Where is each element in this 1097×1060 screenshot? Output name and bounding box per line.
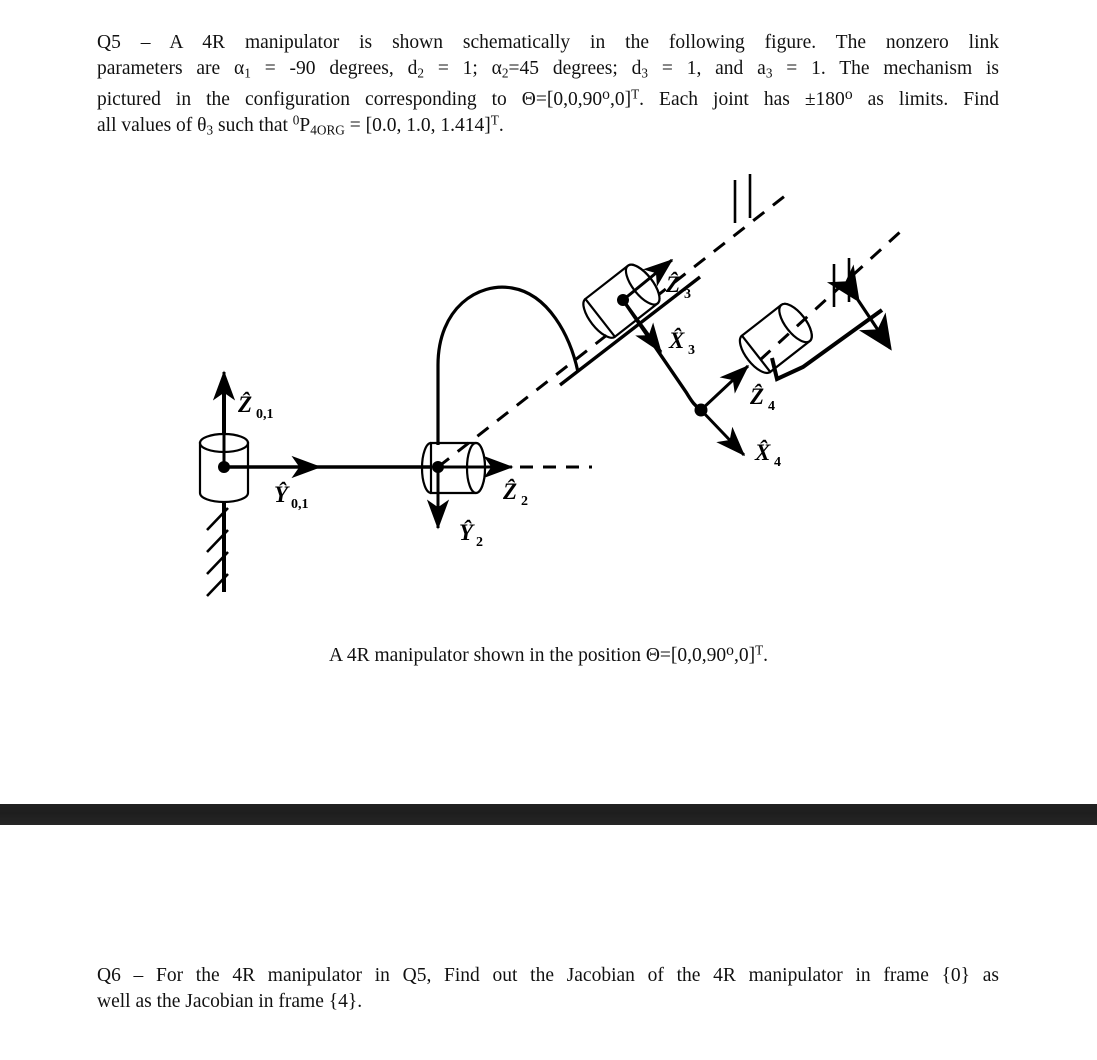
q6-line-2: well as the Jacobian in frame {4}. [97, 991, 363, 1012]
axis-label-z2-hat: Ẑ [503, 479, 518, 504]
axis-label-z2-sub: 2 [521, 494, 528, 509]
q6-line-1: Q6 – For the 4R manipulator in Q5, Find out the Jacobian of the 4R manipulator in frame {0} as [97, 965, 999, 986]
parallel-tick-marks-z3 [735, 174, 750, 223]
parallel-tick-marks-z4 [834, 258, 849, 307]
joint-1-origin-dot [218, 461, 230, 473]
axis-label-y2-sub: 2 [476, 535, 483, 550]
dashed-axis-z4-extension [760, 232, 900, 360]
axis-x4-arrow [701, 410, 744, 455]
q5-line-3: pictured in the configuration corresponding to $\Theta=[0,0,90^o,0]^T$. Each joint has $\pm 180^o$ as limits. Find [97, 86, 999, 110]
axis-label-z3 [665, 271, 691, 302]
axis-label-z01-sub: 0,1 [256, 407, 274, 422]
axis-z4-arrow [701, 366, 748, 410]
axis-label-z01-hat: Ẑ [238, 392, 253, 417]
axis-label-x4 [754, 439, 781, 470]
axis-label-y01-hat: Ŷ [274, 482, 289, 507]
q5-line-1: Q5 – A 4R manipulator is shown schematically in the following figure. The nonzero link [97, 32, 999, 53]
axis-label-y01-sub: 0,1 [291, 497, 309, 512]
axis-label-x3-hat: X̂ [669, 328, 685, 353]
q5-line-4: all values of $\theta_3$ such that $^0P_{4ORG} = [0.0$, 1.0, 1.414]$^T$. [97, 112, 504, 138]
question-q5-text [97, 30, 999, 139]
joint-4-origin-dot [695, 404, 708, 417]
axis-label-x3 [668, 327, 695, 358]
separator-bar [0, 804, 1097, 825]
figure-caption: A 4R manipulator shown in the position $\Theta=[0,0,90^o,0]^T$. [328, 642, 769, 666]
axis-label-x4-sub: 4 [774, 455, 781, 470]
curved-link-2 [438, 287, 578, 445]
axis-label-z3-hat: Ẑ [666, 272, 681, 297]
manipulator-figure [0, 160, 1097, 630]
axis-label-z4-hat: Ẑ [750, 384, 765, 409]
axis-label-y2 [459, 519, 483, 550]
axis-label-z3-sub: 3 [684, 287, 691, 302]
axis-label-z4-sub: 4 [768, 399, 775, 414]
axis-label-y01 [274, 481, 309, 512]
axis-label-y2-hat: Ŷ [459, 520, 474, 545]
axis-label-z2 [502, 478, 528, 509]
manipulator-schematic-svg [0, 160, 1097, 630]
question-q6-text [97, 963, 999, 1015]
axis-label-z01 [237, 391, 274, 422]
axis-label-x3-sub: 3 [688, 343, 695, 358]
axis-label-z4 [749, 383, 775, 414]
q5-line-2: parameters are $\alpha_1 = -90$ degrees, $d_2 = 1$; $\alpha_2=45$ degrees; $d_3 = 1$, and $a_3 = 1$. The mechanism is [97, 58, 1000, 81]
axis-label-x4-hat: X̂ [755, 440, 771, 465]
